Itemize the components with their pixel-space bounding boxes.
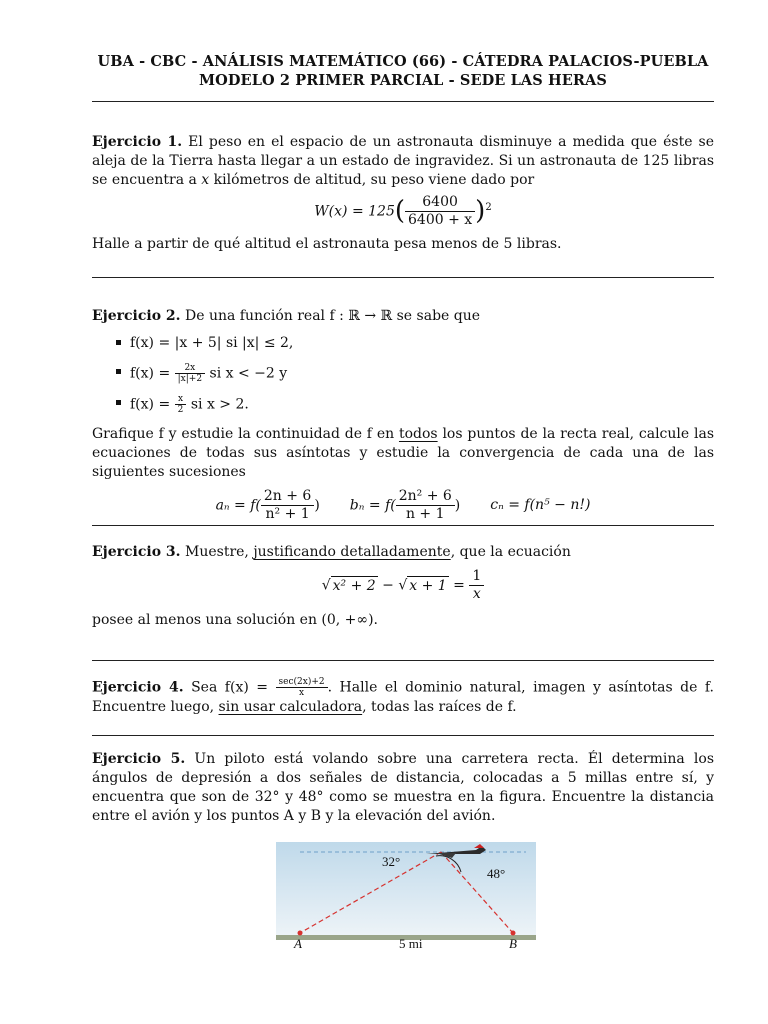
exercise-2: Ejercicio 2. De una función real f : ℝ → ℝ se sabe que f(x) = |x + 5| si |x| ≤ 2, f(x) = $\frac{2x}{|x|+2}$ si x < −2 y f(x) = $\frac{x}{2}$ si x > 2. Grafique f y estudie la continuidad de f en todos los puntos de la recta real, calcule las ecuaciones de todas sus asíntotas y estudie la convergencia de cada una de las siguientes sucesiones aₙ = f( $\frac{2n + 6}{\text{n² + 1}}$ ) bₙ = f( $\frac{\text{2n² + 6}}{n + 1}$ ) cₙ = f(n⁵ − n!) [92,308,715,522]
sequence-c: cₙ = f(n⁵ − n!) [490,497,591,513]
exercise-1-question: Halle a partir de qué altitud el astronauta pesa menos de 5 libras. [92,236,562,252]
exercise-3-question: posee al menos una solución en (0, +∞). [92,612,378,628]
exercise-5-label: Ejercicio 5. [92,751,186,767]
exercise-3-equation: √ x² + 2 − √ x + 1 = $\frac{1}{x}$ [92,568,714,603]
list-item: f(x) = $\frac{2x}{|x|+2}$ si x < −2 y [92,363,714,384]
point-b-marker [511,931,516,936]
list-item: f(x) = $\frac{x}{2}$ si x > 2. [92,394,714,415]
distance-label: 5 mi [399,936,423,950]
exercise-1-equation: W(x) = 125( $\frac{6400}{6400 + x}$ )$^2$ [314,194,492,228]
sequence-a: aₙ = f( $\frac{2n + 6}{\text{n² + 1}}$ ) [215,488,320,522]
exercise-3-label: Ejercicio 3. [92,544,181,560]
point-b-label: B [509,936,517,950]
sequence-b: bₙ = f( $\frac{\text{2n² + 6}}{n + 1}$ ) [349,488,461,522]
divider [92,525,714,526]
header-line-1: UBA - CBC - ANÁLISIS MATEMÁTICO (66) - CÁTEDRA PALACIOS-PUEBLA [97,53,709,70]
header [92,52,714,90]
exercise-1: Ejercicio 1. El peso en el espacio de un astronauta disminuye a medida que éste se aleja de la Tierra hasta llegar a un estado de ingravidez. Si un astronauta de 125 libras se encuentra a x kilómetros de altitud, su peso viene dado por W(x) = 125( $\frac{6400}{6400 + x}$ )$^2$ Halle a partir de qué altitud el astronauta pesa menos de 5 libras. [92,134,714,252]
exercise-4: Ejercicio 4. Sea f(x) = $\frac{\sec(2x)+2}{x}$ . Halle el dominio natural, imagen y asíntotas de f. Encuentre luego, sin usar calculadora, todas las raíces de f. [92,677,714,715]
list-item: f(x) = |x + 5| si |x| ≤ 2, [92,334,714,353]
angle-48-label: 48° [487,866,506,881]
exercise-2-label: Ejercicio 2. [92,308,181,324]
exercise-3: Ejercicio 3. Muestre, justificando detalladamente, que la ecuación √ x² + 2 − √ x + 1 = $\frac{1}{x}$ posee al menos una solución en (0, +∞). [92,543,714,630]
exercise-5: Ejercicio 5. Un piloto está volando sobre una carretera recta. Él determina los ángulos de depresión a dos señales de distancia, colocadas a 5 millas entre sí, y encuentra que son de 32° y 48° como se muestra en la figura. Encuentre la distancia entre el avión y los puntos A y B y la elevación del avión. [92,751,714,824]
header-line-2: MODELO 2 PRIMER PARCIAL - SEDE LAS HERAS [199,72,607,89]
sky-background [276,842,536,938]
condition-list [92,334,714,415]
divider [92,660,714,661]
airplane-figure [276,842,536,950]
sequences [92,488,714,523]
exercise-1-label: Ejercicio 1. [92,134,183,150]
divider [92,277,714,278]
angle-32-label: 32° [382,854,401,869]
point-a-marker [298,931,303,936]
exercise-4-label: Ejercicio 4. [92,679,184,696]
point-a-label: A [294,936,302,950]
divider [92,101,714,102]
divider [92,735,714,736]
exercise-1-text: El peso en el espacio de un astronauta disminuye a medida que éste se aleja de la Tierra hasta llegar a un estado de ingravidez. Si un astronauta de 125 libras se encuentra a [92,134,714,188]
